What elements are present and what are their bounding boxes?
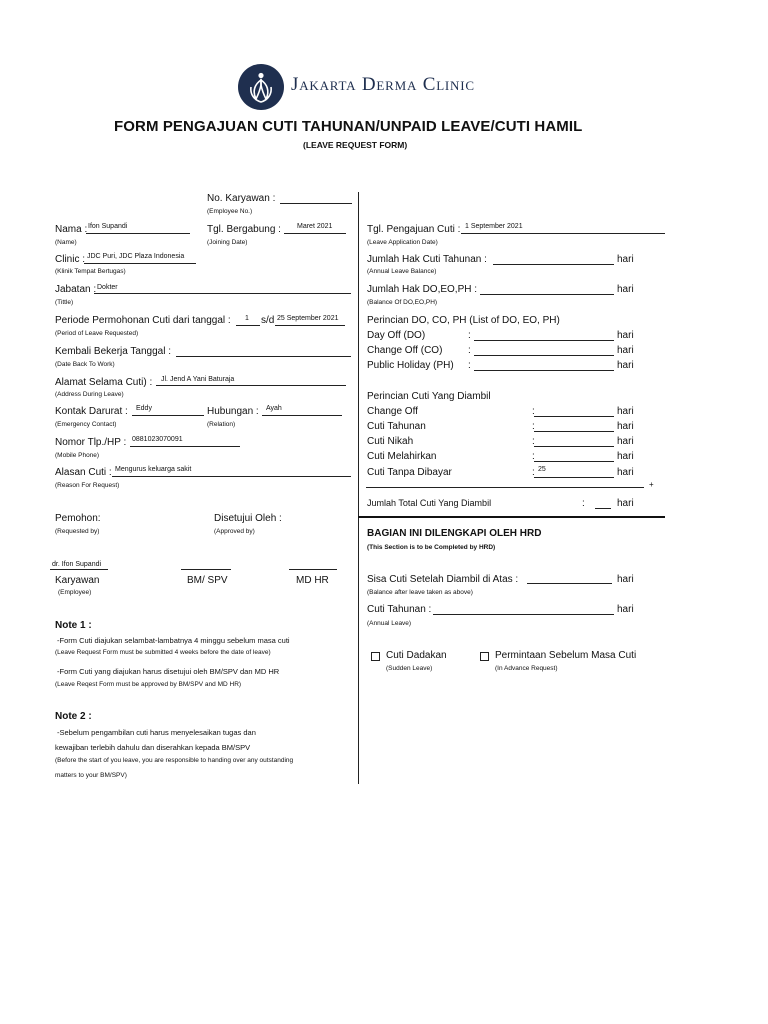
reason-label: Alasan Cuti : [55,467,112,478]
relation-label: Hubungan : [207,406,259,417]
do-balance-field[interactable] [480,294,614,295]
address-value: Jl. Jend A Yani Baturaja [161,376,235,383]
leave-taken-title: Perincian Cuti Yang Diambil [367,391,491,402]
form-title: FORM PENGAJUAN CUTI TAHUNAN/UNPAID LEAVE/CUTI HAMIL [114,118,583,135]
change-off-colon: : [468,345,471,356]
total-leave-unit: hari [617,498,634,509]
clinic-sublabel: (Klinik Tempat Bertugas) [55,268,126,275]
name-field[interactable] [86,233,190,234]
mobile-phone-field[interactable] [130,446,240,447]
leave-change-off-unit: hari [617,406,634,417]
relation-value: Ayah [266,405,282,412]
reason-value: Mengurus keluarga sakit [115,466,192,473]
leave-marriage-colon: : [532,436,535,447]
name-sublabel: (Name) [55,239,77,246]
back-to-work-sublabel: (Date Back To Work) [55,361,115,368]
note2-line2: kewajiban terlebih dahulu dan diserahkan kepada BM/SPV [55,743,251,752]
title-sublabel: (Tittle) [55,299,74,306]
leave-period-label: Periode Permohonan Cuti dari tanggal : [55,315,231,326]
sum-plus: + [649,480,654,489]
emergency-contact-label: Kontak Darurat : [55,406,128,417]
clinic-name: Jakarta Derma Clinic [291,74,475,95]
leave-unpaid-colon: : [532,467,535,478]
note2-line1: -Sebelum pengambilan cuti harus menyelesaikan tugas dan [57,728,256,737]
sum-line [366,487,644,488]
employee-no-field[interactable] [280,203,352,204]
leave-period-to-value: 25 September 2021 [277,315,339,322]
hrd-section-sublabel: (This Section is to be Completed by HRD) [367,544,496,551]
hrd-section-title: BAGIAN INI DILENGKAPI OLEH HRD [367,528,542,539]
employee-no-label: No. Karyawan : [207,193,276,204]
remaining-leave-field[interactable] [527,583,612,584]
jakarta-derma-clinic-logo-icon [237,63,285,111]
leave-annual-colon: : [532,421,535,432]
day-off-label: Day Off (DO) [367,330,426,341]
title-value: Dokter [97,284,118,291]
leave-period-sd: s/d [261,315,275,326]
leave-maternity-field[interactable] [534,461,614,462]
reason-field[interactable] [112,476,351,477]
remaining-leave-unit: hari [617,574,634,585]
change-off-field[interactable] [474,355,614,356]
mobile-phone-sublabel: (Mobile Phone) [55,452,100,459]
joining-date-label: Tgl. Bergabung : [207,224,281,235]
requester-label: Pemohon: [55,513,101,524]
leave-maternity-label: Cuti Melahirkan [367,451,437,462]
employee-sign-label: Karyawan [55,575,100,586]
name-value: Ifon Supandi [88,223,128,230]
leave-marriage-unit: hari [617,436,634,447]
relation-sublabel: (Relation) [207,421,236,428]
clinic-field[interactable] [84,263,196,264]
change-off-unit: hari [617,345,634,356]
note2-line4: matters to your BM/SPV) [55,772,127,779]
sudden-leave-sublabel: (Sudden Leave) [386,665,433,672]
leave-period-from-value: 1 [245,315,249,322]
leave-period-sublabel: (Period of Leave Requested) [55,330,139,337]
public-holiday-field[interactable] [474,370,614,371]
employee-sign-sublabel: (Employee) [58,589,92,596]
leave-maternity-colon: : [532,451,535,462]
approver-label: Disetujui Oleh : [214,513,282,524]
clinic-label: Clinic : [55,254,86,265]
annual-balance-unit: hari [617,254,634,265]
note1-title: Note 1 : [55,620,92,631]
joining-date-field[interactable] [284,233,346,234]
application-date-label: Tgl. Pengajuan Cuti : [367,224,461,235]
leave-unpaid-unit: hari [617,467,634,478]
employee-signature-line[interactable] [50,569,108,570]
leave-maternity-unit: hari [617,451,634,462]
public-holiday-label: Public Holiday (PH) [367,360,454,371]
public-holiday-unit: hari [617,360,634,371]
leave-unpaid-field[interactable] [534,477,614,478]
emergency-contact-value: Eddy [136,405,152,412]
note2-line3: (Before the start of you leave, you are responsible to handing over any outstanding [55,757,294,764]
hrd-annual-leave-sublabel: (Annual Leave) [367,620,412,627]
address-sublabel: (Address During Leave) [55,391,124,398]
leave-annual-unit: hari [617,421,634,432]
total-leave-field[interactable] [595,508,611,509]
column-divider [358,192,359,784]
note1-line1-en: (Leave Request Form must be submitted 4 weeks before the date of leave) [55,649,271,656]
day-off-field[interactable] [474,340,614,341]
note1-line2: -Form Cuti yang diajukan harus disetujui oleh BM/SPV dan MD HR [57,667,280,676]
leave-change-off-label: Change Off [367,406,418,417]
sudden-leave-checkbox[interactable] [371,652,380,661]
public-holiday-colon: : [468,360,471,371]
hrd-annual-leave-field[interactable] [433,614,614,615]
title-field[interactable] [94,293,351,294]
hrd-annual-leave-label: Cuti Tahunan : [367,604,432,615]
change-off-label: Change Off (CO) [367,345,443,356]
leave-period-to-field[interactable] [275,325,345,326]
total-leave-colon: : [582,498,585,509]
hrd-annual-leave-unit: hari [617,604,634,615]
emergency-contact-sublabel: (Emergency Contact) [55,421,117,428]
application-date-field[interactable] [461,233,665,234]
advance-request-checkbox[interactable] [480,652,489,661]
annual-balance-label: Jumlah Hak Cuti Tahunan : [367,254,487,265]
note2-title: Note 2 : [55,711,92,722]
emergency-contact-field[interactable] [132,415,204,416]
total-leave-label: Jumlah Total Cuti Yang Diambil [367,498,492,508]
leave-change-off-colon: : [532,406,535,417]
leave-unpaid-value: 25 [538,466,546,473]
sudden-leave-label: Cuti Dadakan [386,650,447,661]
relation-field[interactable] [262,415,342,416]
name-label: Nama : [55,224,88,235]
mobile-phone-label: Nomor Tlp./HP : [55,437,127,448]
signer-name: dr. Ifon Supandi [52,561,102,568]
bm-spv-signature-line[interactable] [181,569,231,570]
remaining-leave-sublabel: (Balance after leave taken as above) [367,589,473,596]
address-field[interactable] [156,385,346,386]
application-date-value: 1 September 2021 [465,223,523,230]
do-balance-sublabel: (Balance Of DO,EO,PH) [367,299,438,306]
joining-date-value: Maret 2021 [297,223,333,230]
leave-change-off-field[interactable] [534,416,614,417]
title-label: Jabatan : [55,284,97,295]
back-to-work-label: Kembali Bekerja Tanggal : [55,346,171,357]
leave-period-from-field[interactable] [236,325,260,326]
joining-date-sublabel: (Joining Date) [207,239,248,246]
employee-no-sublabel: (Employee No.) [207,208,253,215]
approver-sublabel: (Approved by) [214,528,255,535]
form-subtitle: (LEAVE REQUEST FORM) [303,140,408,150]
annual-balance-field[interactable] [493,264,614,265]
reason-sublabel: (Reason For Request) [55,482,120,489]
application-date-sublabel: (Leave Application Date) [367,239,438,246]
advance-request-sublabel: (In Advance Request) [495,665,558,672]
bm-spv-label: BM/ SPV [187,575,228,586]
do-balance-unit: hari [617,284,634,295]
leave-unpaid-label: Cuti Tanpa Dibayar [367,467,452,478]
md-hr-label: MD HR [296,575,329,586]
leave-annual-field[interactable] [534,431,614,432]
md-hr-signature-line[interactable] [289,569,337,570]
requester-sublabel: (Requested by) [55,528,100,535]
do-balance-label: Jumlah Hak DO,EO,PH : [367,284,478,295]
day-off-colon: : [468,330,471,341]
remaining-leave-label: Sisa Cuti Setelah Diambil di Atas : [367,574,519,585]
hrd-section-divider [358,516,665,518]
clinic-value: JDC Puri, JDC Plaza Indonesia [87,253,185,260]
leave-marriage-label: Cuti Nikah [367,436,414,447]
mobile-phone-value: 0881023070091 [132,436,183,443]
note1-line1: -Form Cuti diajukan selambat-lambatnya 4 minggu sebelum masa cuti [57,636,290,645]
leave-annual-label: Cuti Tahunan [367,421,426,432]
annual-balance-sublabel: (Annual Leave Balance) [367,268,437,275]
advance-request-label: Permintaan Sebelum Masa Cuti [495,650,637,661]
address-label: Alamat Selama Cuti) : [55,377,153,388]
leave-marriage-field[interactable] [534,446,614,447]
note1-line2-en: (Leave Reqest Form must be approved by BM/SPV and MD HR) [55,681,242,688]
do-list-title: Perincian DO, CO, PH (List of DO, EO, PH) [367,315,560,326]
back-to-work-field[interactable] [176,356,351,357]
day-off-unit: hari [617,330,634,341]
